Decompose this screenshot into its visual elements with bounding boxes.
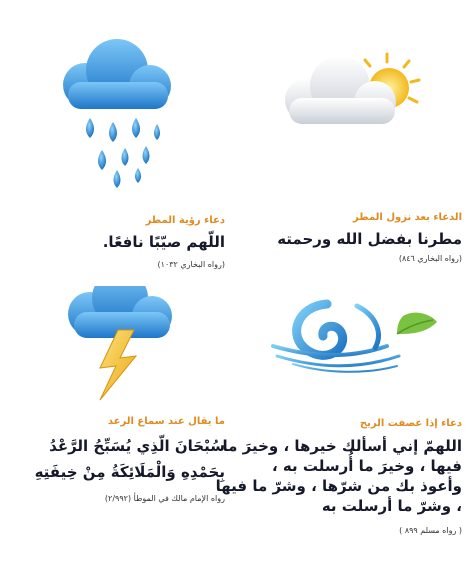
dua-line: ، وشرّ ما أرسلت به (321, 497, 462, 515)
card-rain-sighting (0, 0, 237, 286)
hadith-source: (رواه البخاري ٨٤٦) (398, 254, 462, 263)
hadith-source: رواه الإمام مالك في الموطأ (٢/٩٩٢) (104, 494, 225, 503)
dua-line: فيها ، وخيرَ ما أُرسلت به ، (272, 457, 462, 475)
card-after-rain (237, 0, 474, 286)
dua-line: بِحَمْدِهِ وَالْمَلَائِكَةُ مِنْ خِيفَتِهِ (34, 463, 225, 481)
card-heading: دعاء رؤية المطر (145, 215, 225, 226)
rain-cloud-icon (0, 0, 237, 210)
card-heading: ما يقال عند سماع الرعد (107, 416, 225, 427)
card-heading: الدعاء بعد نزول المطر (353, 212, 462, 223)
card-wind (215, 286, 474, 572)
hadith-source: (رواه البخاري ١٠٣٢) (157, 260, 225, 269)
card-thunder (0, 286, 237, 572)
hadith-source: ( رواه مسلم ٨٩٩ ) (399, 526, 462, 535)
dua-line: اللهمّ إني أسألك خيرها ، وخيرَ ما (222, 437, 462, 455)
dua-line: سُبْحَانَ الّذِي يُسَبِّحُ الرَّعْدُ (49, 437, 225, 455)
dua-line: وأعوذ بك من شرّها ، وشرّ ما فيها (215, 477, 462, 495)
sun-behind-cloud-icon (237, 0, 474, 210)
dua-line: اللّهم صيّبًا نافعًا. (102, 233, 225, 251)
card-heading: دعاء إذا عصفت الريح (359, 418, 462, 429)
dua-line: مطرنا بفضل الله ورحمته (277, 230, 462, 248)
